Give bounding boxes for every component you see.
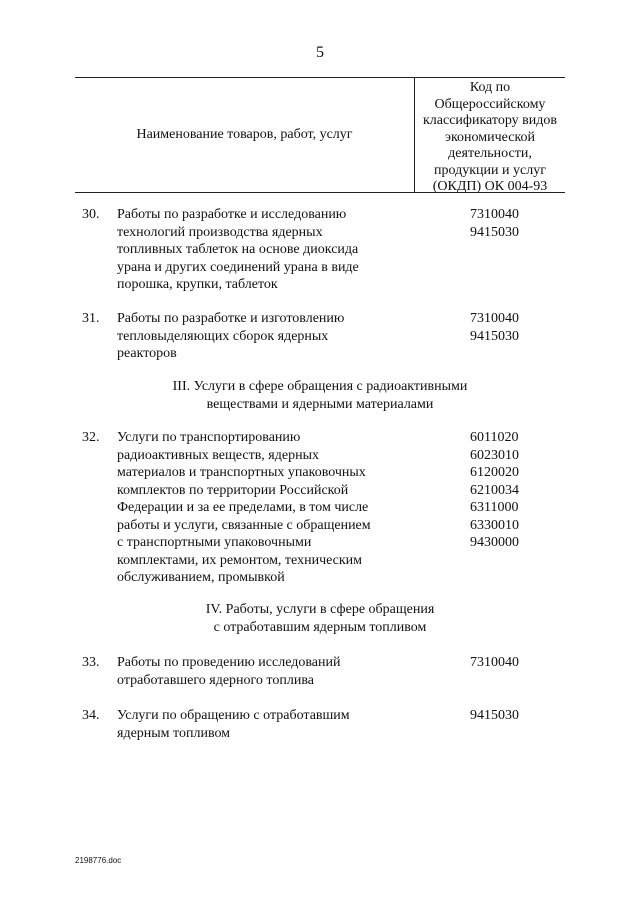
header-code-line: классификатору видов	[422, 113, 557, 128]
item-text-line: Услуги по обращению с отработавшим	[117, 708, 350, 723]
item-description	[117, 429, 417, 587]
item-text-line: обслуживанием, промывкой	[117, 570, 285, 585]
footer-file-name: 2198776.doc	[75, 856, 122, 865]
header-code-line: продукции и услуг	[434, 162, 546, 178]
item-text-line: Услуги по транспортированию	[117, 430, 301, 445]
item-description	[117, 310, 417, 363]
item-codes	[470, 429, 550, 552]
item-code: 7310040	[470, 311, 519, 326]
item-description	[117, 707, 417, 742]
item-text-line: материалов и транспортных упаковочных	[117, 465, 366, 480]
header-code-column	[415, 80, 565, 196]
section-heading-line: веществами и ядерными материалами	[206, 397, 434, 412]
header-code-line: деятельности,	[448, 146, 532, 161]
header-code-line: Код по	[469, 80, 511, 95]
item-number: 33.	[82, 655, 100, 670]
item-text-line: топливных таблеток на основе диоксида	[117, 242, 359, 257]
item-number: 30.	[82, 207, 100, 222]
item-text-line: Федерации и за ее пределами, в том числе	[117, 500, 369, 515]
item-text-line: комплектов по территории Российской	[117, 482, 349, 498]
item-text-line: комплектами, их ремонтом, техническим	[117, 552, 363, 568]
page-number: 5	[316, 44, 324, 61]
item-code: 9430000	[470, 535, 519, 550]
item-number: 32.	[82, 430, 100, 445]
item-code: 6311000	[470, 500, 519, 515]
item-number: 34.	[82, 708, 100, 723]
item-description	[117, 206, 417, 294]
item-code: 6120020	[470, 465, 519, 480]
item-code: 7310040	[470, 207, 519, 222]
section-heading-3	[0, 378, 640, 414]
item-codes	[470, 310, 550, 345]
item-codes	[470, 206, 550, 241]
item-code: 6210034	[470, 482, 519, 498]
item-codes	[470, 654, 550, 672]
item-codes	[470, 707, 550, 725]
item-number: 31.	[82, 311, 100, 326]
item-text-line: порошка, крупки, таблеток	[117, 277, 278, 292]
item-text-line: урана и других соединений урана в виде	[117, 259, 359, 275]
item-code: 9415030	[470, 328, 519, 344]
section-heading-line: с отработавшим ядерным топливом	[213, 620, 427, 635]
header-code-line: Общероссийскому	[434, 96, 546, 112]
item-text-line: с транспортными упаковочными	[117, 535, 312, 550]
item-text-line: Работы по разработке и исследованию	[117, 207, 347, 222]
item-code: 6023010	[470, 447, 519, 463]
item-text-line: Работы по проведению исследований	[117, 655, 341, 670]
item-code: 6011020	[470, 430, 519, 445]
header-name-column: Наименование товаров, работ, услуг	[136, 127, 353, 142]
section-heading-4	[0, 601, 640, 637]
item-text-line: радиоактивных веществ, ядерных	[117, 447, 319, 463]
item-code: 6330010	[470, 517, 519, 533]
section-heading-line: IV. Работы, услуги в сфере обращения	[205, 602, 435, 617]
section-heading-line: III. Услуги в сфере обращения с радиоактивными	[172, 379, 468, 394]
header-code-line: экономической	[444, 129, 536, 145]
header-code-line: (ОКДП) ОК 004-93	[432, 179, 548, 194]
item-description	[117, 654, 417, 689]
item-code: 9415030	[470, 708, 519, 723]
item-text-line: отработавшего ядерного топлива	[117, 672, 314, 688]
item-text-line: тепловыделяющих сборок ядерных	[117, 328, 329, 344]
table-top-rule	[75, 77, 565, 78]
item-text-line: работы и услуги, связанные с обращением	[117, 517, 371, 533]
item-text-line: реакторов	[117, 346, 177, 361]
item-code: 9415030	[470, 224, 519, 240]
item-text-line: технологий производства ядерных	[117, 224, 323, 240]
item-text-line: ядерным топливом	[117, 725, 231, 741]
item-code: 7310040	[470, 655, 519, 670]
item-text-line: Работы по разработке и изготовлению	[117, 311, 345, 326]
